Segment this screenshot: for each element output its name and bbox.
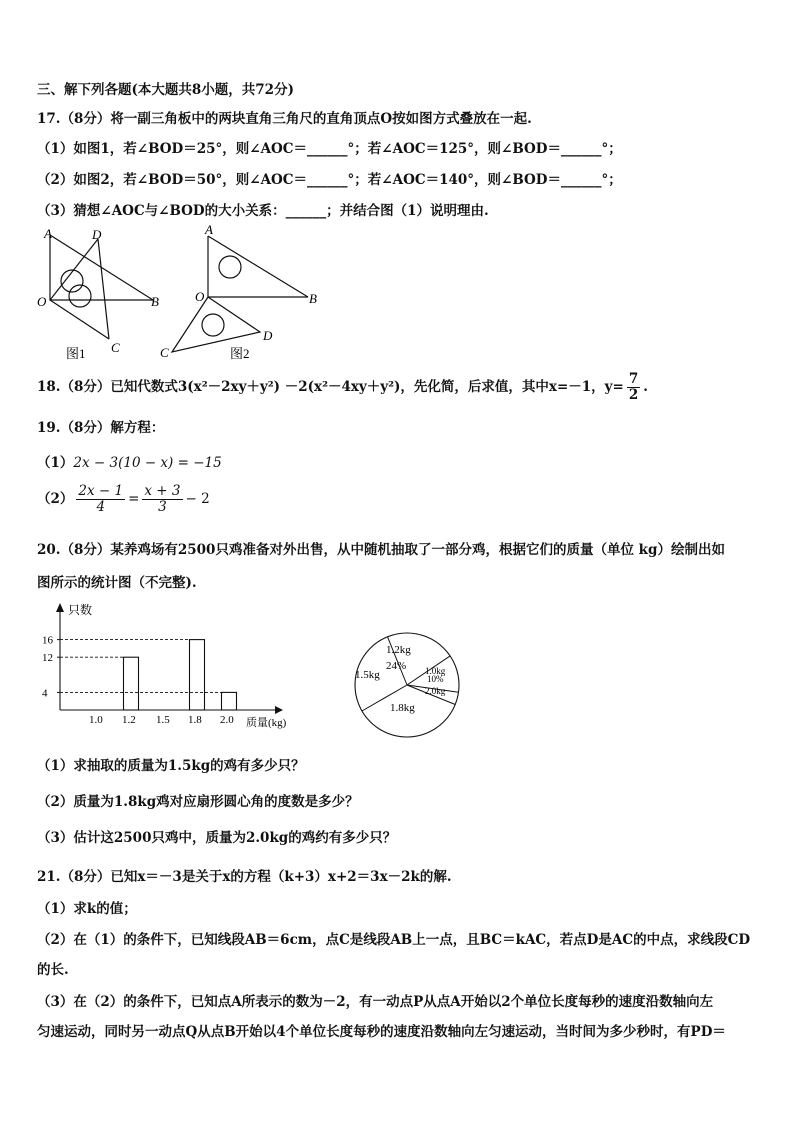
- pie-label: 1.8kg: [390, 702, 415, 714]
- q18-text: [37, 372, 648, 403]
- pie-label: 2.0kg: [425, 686, 446, 696]
- y-tick-label: 16: [42, 634, 53, 647]
- q18-end: .: [643, 378, 648, 395]
- x-axis-label: 质量(kg): [246, 717, 287, 729]
- q21-part2-line2: 的长.: [37, 962, 69, 978]
- fig1-label-o: O: [37, 294, 47, 309]
- q19-stem: 19.（8分）解方程：: [37, 420, 165, 436]
- q19-p2-frac-a: [76, 484, 125, 515]
- fig2-label-c: C: [160, 345, 169, 360]
- fig2-caption: 图2: [230, 346, 250, 361]
- pie-chart: [350, 630, 465, 740]
- bar-1.8: [190, 640, 205, 710]
- q19-p1-label: （1）: [37, 455, 74, 471]
- bar-2.0: [222, 692, 237, 710]
- x-tick-label: 1.0: [89, 714, 103, 726]
- q19-p1-equation: 2x − 3(10 − x) = −15: [73, 455, 222, 471]
- pie-label: 1.5kg: [355, 669, 380, 681]
- q17-part1: （1）如图1，若∠BOD＝25°，则∠AOC＝______°；若∠AOC＝125°，则∠BOD＝______°；: [37, 141, 622, 157]
- x-tick-label: 1.8: [188, 714, 202, 726]
- pie-label: 10%: [427, 674, 444, 684]
- q20-part3: （3）估计这2500只鸡中，质量为2.0kg的鸡约有多少只？: [37, 830, 397, 846]
- q19-p2-equals: =: [128, 490, 140, 507]
- y-tick-label: 4: [42, 687, 48, 700]
- y-axis-arrow: [56, 603, 64, 612]
- q17-stem: 17.（8分）将一副三角板中的两块直角三角尺的直角顶点O按如图方式叠放在一起.: [37, 111, 532, 127]
- section-heading: 三、解下列各题(本大题共8小题，共72分): [37, 82, 294, 98]
- figure-2: [160, 222, 317, 361]
- q19-p2-b-num: x + 3: [144, 483, 181, 499]
- fig2-label-a: A: [205, 222, 213, 237]
- fig1-label-b: B: [151, 294, 159, 309]
- q19-p2-b-den: 3: [158, 498, 167, 515]
- q20-part2: （2）质量为1.8kg鸡对应扇形圆心角的度数是多少？: [37, 794, 359, 810]
- y-tick-label: 12: [42, 652, 53, 665]
- q19-p2-tail: − 2: [185, 490, 210, 507]
- x-tick-label: 1.5: [156, 714, 170, 726]
- q18-fraction: [627, 372, 640, 403]
- x-tick-label: 2.0: [220, 714, 234, 726]
- q18-frac-num: 7: [628, 371, 639, 387]
- figure-1: [37, 226, 159, 361]
- x-tick-label: 1.2: [122, 714, 136, 726]
- pie-label: 1.0kg: [425, 666, 446, 676]
- x-axis-arrow: [275, 706, 283, 714]
- q19-p2-a-num: 2x − 1: [78, 483, 124, 499]
- q21-part2-line1: （2）在（1）的条件下，已知线段AB＝6cm，点C是线段AB上一点，且BC＝kAC，若点D是AC的中点，求线段CD: [37, 932, 751, 948]
- q19-p2-label: （2）: [37, 490, 74, 507]
- q18-statement: 18.（8分）已知代数式3(x²－2xy＋y²) －2(x²－4xy＋y²)，先化简，后求值，其中x=－1，y=: [37, 378, 624, 395]
- fig1-label-a: A: [44, 226, 52, 241]
- q20-stem-line1: 20.（8分）某养鸡场有2500只鸡准备对外出售，从中随机抽取了一部分鸡，根据它们的质量（单位 kg）绘制出如: [37, 542, 725, 558]
- q19-p2-a-den: 4: [96, 498, 106, 515]
- fig1-label-c: C: [111, 340, 120, 355]
- pie-label: 1.2kg: [386, 644, 411, 656]
- q20-part1: （1）求抽取的质量为1.5kg的鸡有多少只？: [37, 758, 305, 774]
- pie-label: 24%: [386, 660, 407, 672]
- q17-figures: [30, 222, 330, 367]
- fig2-label-o: O: [195, 289, 205, 304]
- bar-chart: [30, 598, 320, 733]
- fig1-label-d: D: [92, 227, 102, 242]
- q21-part3-line2: 匀速运动，同时另一动点Q从点B开始以4个单位长度每秒的速度沿数轴向左匀速运动，当时间为多少秒时，有PD＝: [37, 1024, 726, 1040]
- q19-part1: [37, 451, 222, 471]
- q21-part1: （1）求k的值；: [37, 901, 137, 917]
- bar-1.2: [124, 657, 139, 710]
- q21-part3-line1: （3）在（2）的条件下，已知点A所表示的数为－2，有一动点P从点A开始以2个单位长度每秒的速度沿数轴向左: [37, 994, 714, 1010]
- q17-part2: （2）如图2，若∠BOD＝50°，则∠AOC＝______°；若∠AOC＝140°，则∠BOD＝______°；: [37, 172, 622, 188]
- q19-part2: [37, 484, 210, 515]
- q19-p2-frac-b: [142, 484, 182, 515]
- fig2-label-d: D: [263, 328, 273, 343]
- fig1-caption: 图1: [66, 346, 86, 361]
- q21-stem: 21.（8分）已知x＝－3是关于x的方程（k+3）x+2＝3x－2k的解.: [37, 869, 452, 885]
- y-axis-label: 只数: [68, 603, 93, 617]
- q17-part3: （3）猜想∠AOC与∠BOD的大小关系：______；并结合图（1）说明理由.: [37, 203, 489, 219]
- q20-stem-line2: 图所示的统计图（不完整).: [37, 575, 197, 591]
- q18-frac-den: 2: [628, 386, 639, 403]
- fig2-label-b: B: [309, 291, 317, 306]
